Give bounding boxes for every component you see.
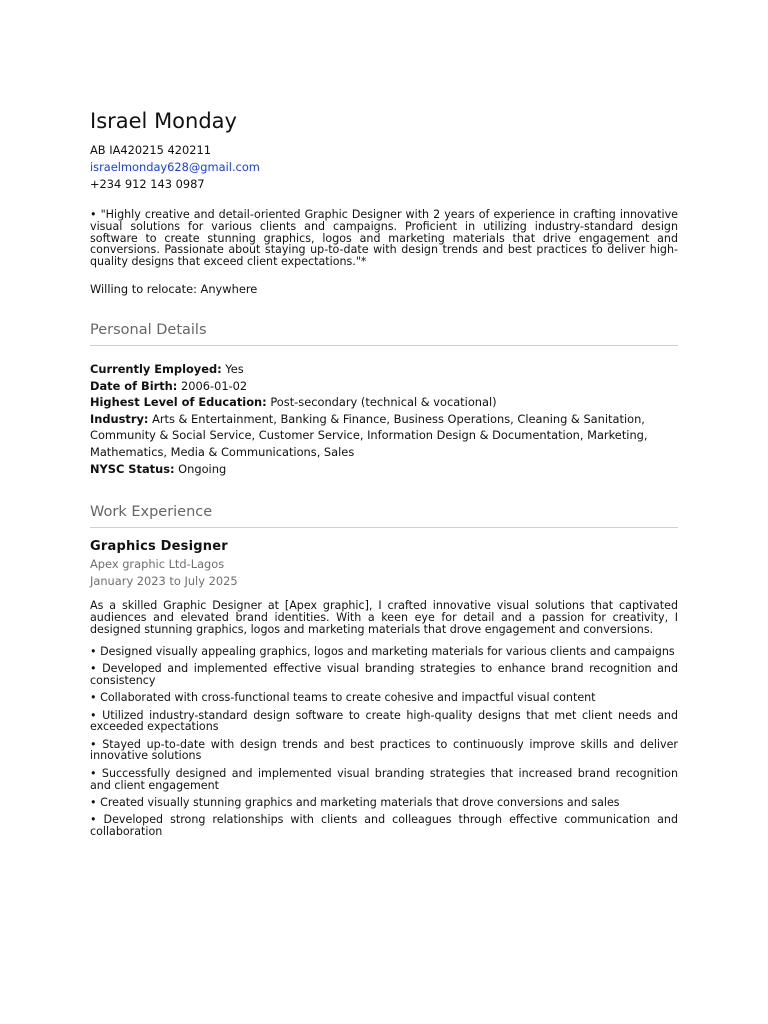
job-title: Graphics Designer bbox=[90, 539, 228, 555]
email-link[interactable]: israelmonday628@gmail.com bbox=[90, 160, 260, 174]
job-bullet: • Developed strong relationships with clients and colleagues through effective communication and collaboration bbox=[90, 813, 678, 839]
detail-row-date-of-birth bbox=[90, 378, 678, 395]
detail-key: NYSC Status: bbox=[90, 461, 175, 476]
job-description: As a skilled Graphic Designer at [Apex graphic], I crafted innovative visual solutions that captivated audiences and elevated brand identities. With a keen eye for detail and a passion for creativity, I designed stunning graphics, logos and marketing materials that drove engagement and conversions. bbox=[90, 599, 678, 636]
detail-row-currently-employed bbox=[90, 361, 678, 378]
phone-number: +234 912 143 0987 bbox=[90, 177, 205, 191]
detail-value: 2006-01-02 bbox=[180, 378, 248, 393]
job-bullet: • Utilized industry-standard design software to create high-quality designs that met client needs and exceeded expectations bbox=[90, 708, 678, 734]
job-bullet: • Designed visually appealing graphics, logos and marketing materials for various clients and campaigns bbox=[90, 644, 675, 658]
job-company: Apex graphic Ltd-Lagos bbox=[90, 557, 225, 572]
detail-row-education bbox=[90, 394, 678, 411]
detail-value: Arts & Entertainment, Banking & Finance, Business Operations, Cleaning & Sanitation, Community & Social Service, Customer Service, Information Design & Documentation, Marketing, Mathematics, Media & Communications, Sales bbox=[90, 411, 648, 459]
detail-key: Industry: bbox=[90, 411, 149, 426]
address: AB IA420215 420211 bbox=[90, 143, 211, 157]
job-bullet: • Successfully designed and implemented visual branding strategies that increased brand recognition and client engagement bbox=[90, 766, 678, 792]
candidate-name: Israel Monday bbox=[90, 109, 237, 133]
job-bullet: • Developed and implemented effective visual branding strategies to enhance brand recognition and consistency bbox=[90, 661, 678, 687]
detail-key: Highest Level of Education: bbox=[90, 395, 267, 410]
job-bullet-list bbox=[90, 646, 678, 839]
detail-key: Currently Employed: bbox=[90, 361, 222, 376]
work-experience-section bbox=[90, 501, 678, 838]
detail-value: Yes bbox=[225, 361, 244, 376]
job-bullet: • Collaborated with cross-functional teams to create cohesive and impactful visual content bbox=[90, 691, 596, 705]
detail-row-industry bbox=[90, 411, 678, 461]
work-experience-title: Work Experience bbox=[90, 504, 213, 521]
job-dates: January 2023 to July 2025 bbox=[90, 574, 238, 589]
detail-value: Ongoing bbox=[178, 461, 227, 476]
job-bullet: • Created visually stunning graphics and marketing materials that drove conversions and sales bbox=[90, 796, 620, 810]
job-bullet: • Stayed up-to-date with design trends and best practices to continuously improve skills and deliver innovative solutions bbox=[90, 737, 678, 763]
detail-value: Post-secondary (technical & vocational) bbox=[270, 395, 497, 410]
resume-content bbox=[90, 106, 678, 844]
personal-details-section bbox=[90, 319, 678, 477]
personal-details-title: Personal Details bbox=[90, 321, 207, 338]
relocation-preference: Willing to relocate: Anywhere bbox=[90, 281, 258, 296]
detail-row-nysc-status bbox=[90, 461, 678, 478]
personal-details-list bbox=[90, 361, 678, 477]
professional-summary: • "Highly creative and detail-oriented Graphic Designer with 2 years of experience in crafting innovative visual solutions for various clients and campaigns. Proficient in utilizing industry-standard design software to create stunning graphics, logos and marketing materials that drive engagement and conversions. Passionate about staying up-to-date with design trends and best practices to deliver high-quality designs that exceed client expectations."* bbox=[90, 208, 678, 269]
section-divider bbox=[90, 527, 678, 528]
detail-key: Date of Birth: bbox=[90, 378, 178, 393]
section-divider bbox=[90, 345, 678, 346]
job-entry bbox=[90, 538, 678, 838]
